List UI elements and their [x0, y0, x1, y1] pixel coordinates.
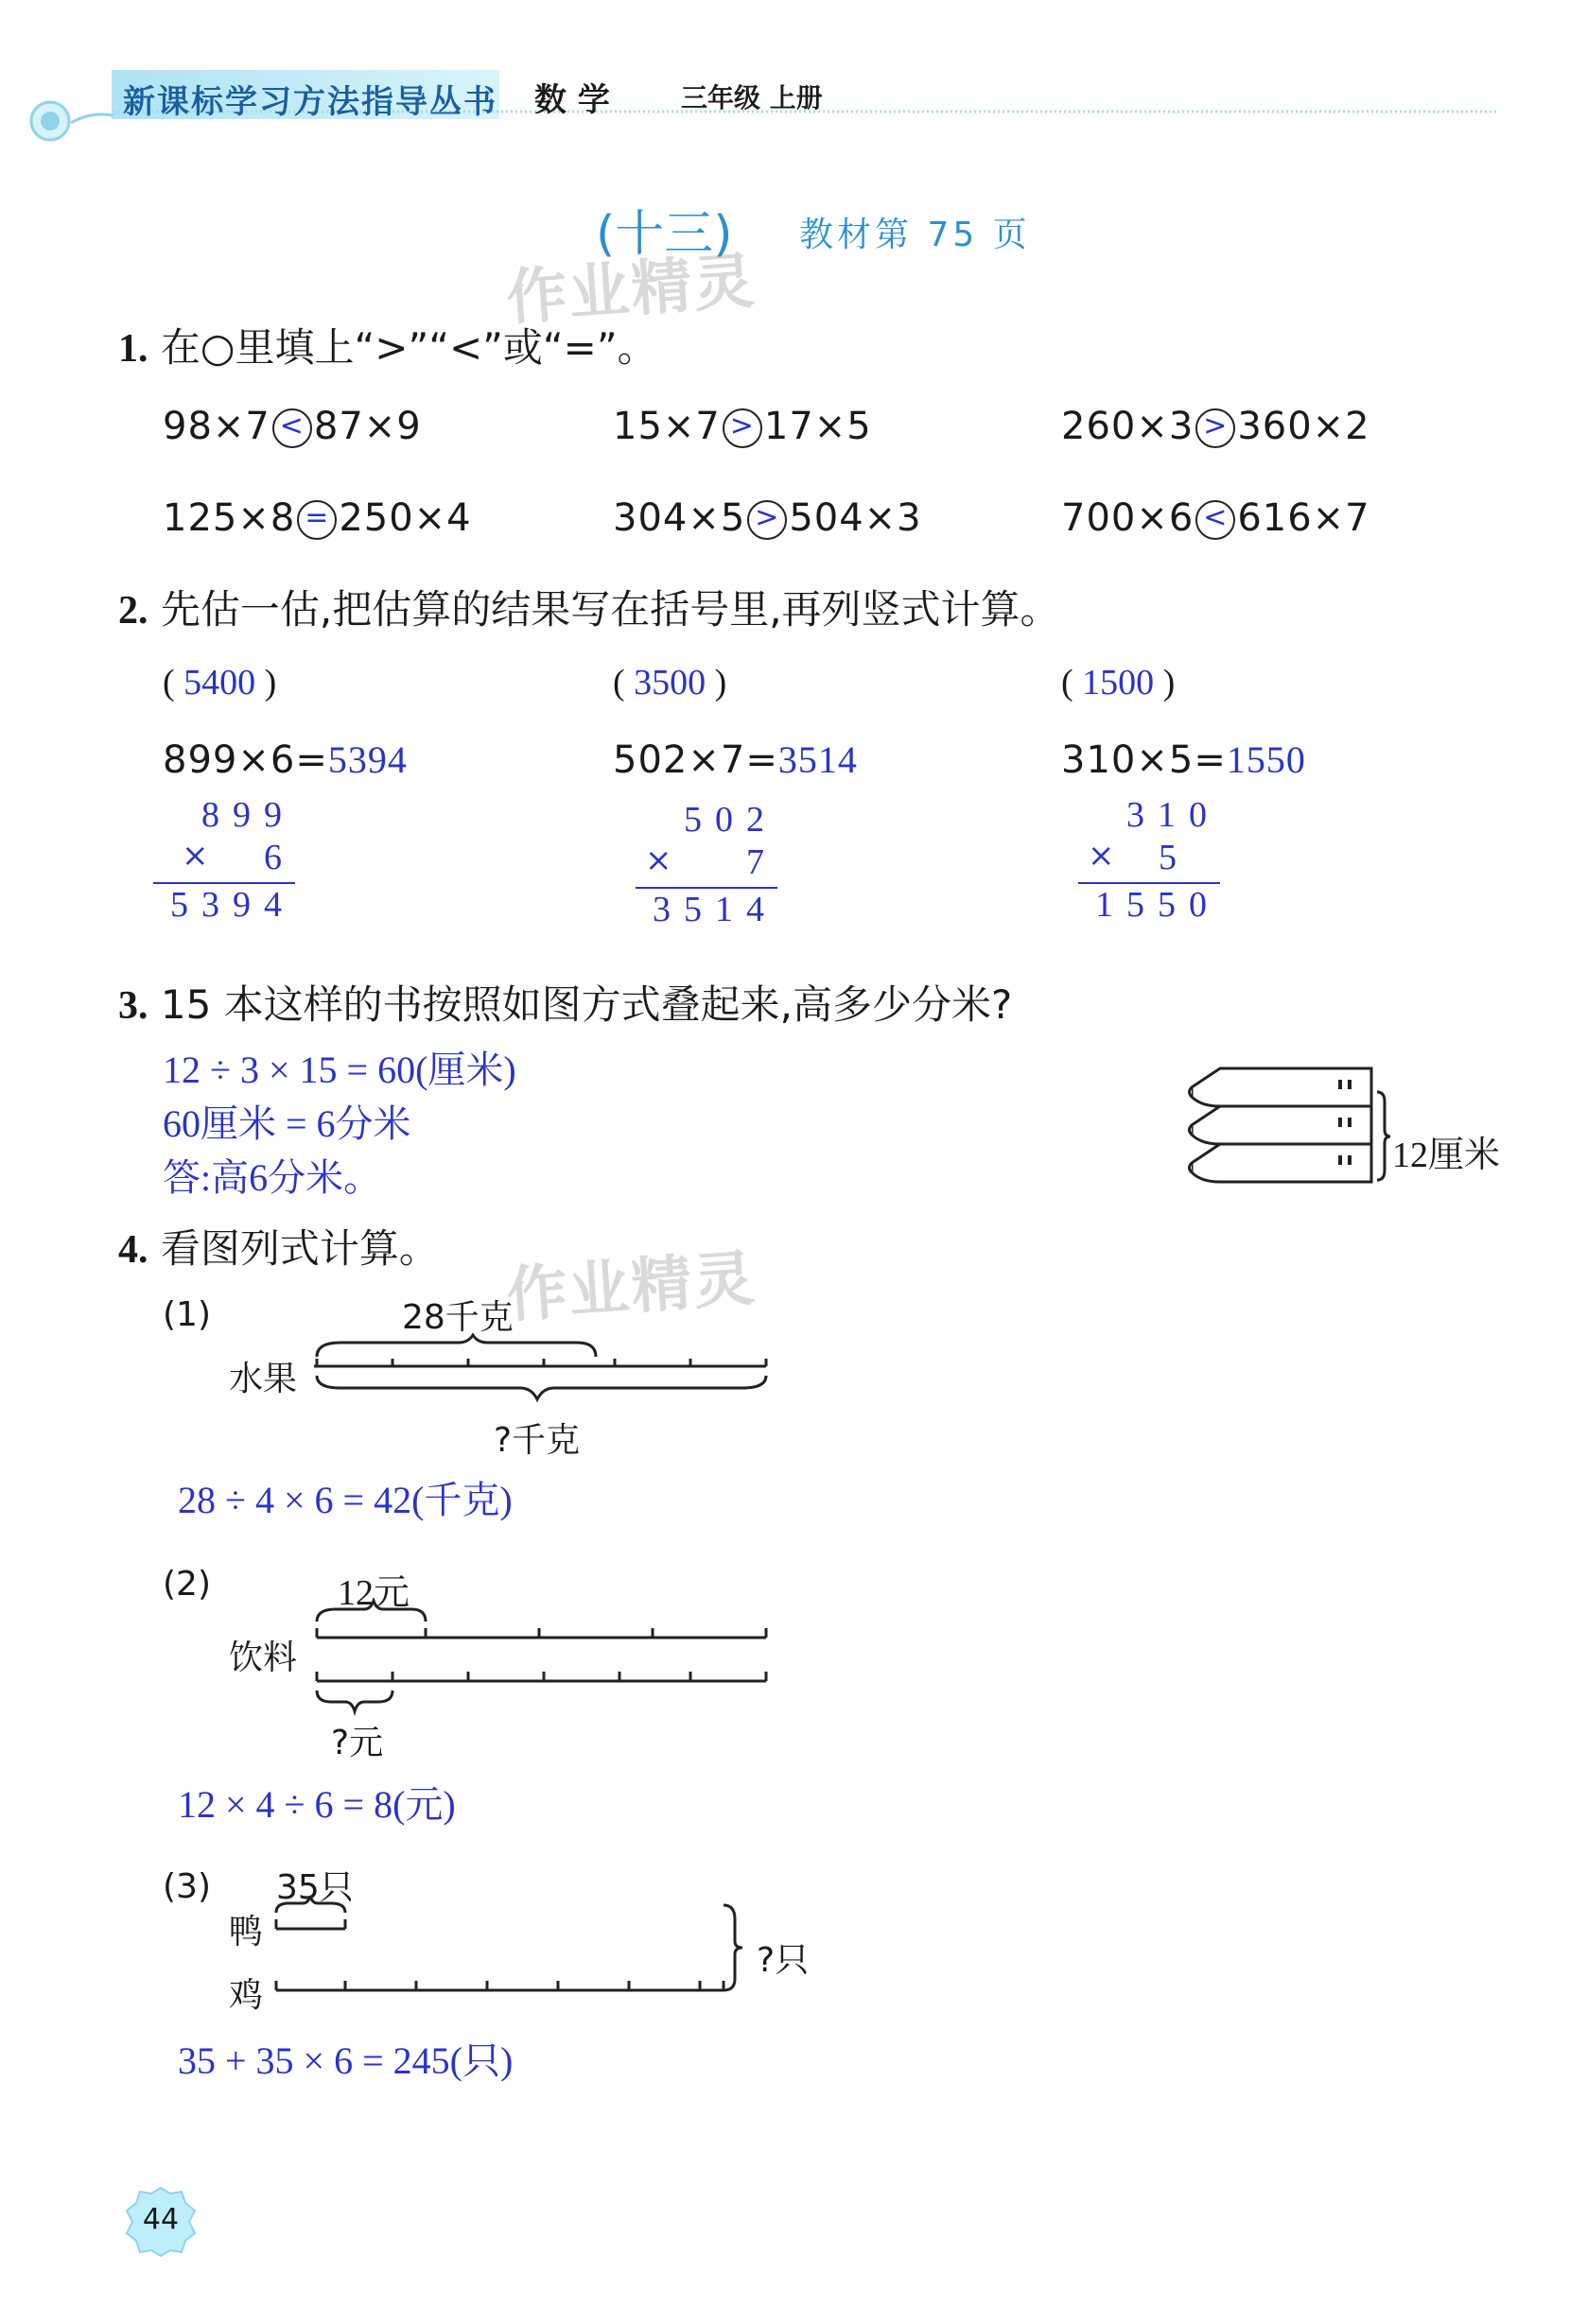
- multiplier: 6: [264, 838, 295, 877]
- times-sign: ×: [645, 841, 672, 879]
- q3-answer-2: 60厘米 = 6分米: [163, 1102, 411, 1145]
- equation-1: 899×6=5394: [163, 738, 408, 782]
- q4-part2-bottom-label: ?元: [331, 1724, 384, 1762]
- textbook-page-ref: 教材第 75 页: [799, 216, 1031, 254]
- q4-title: 4. 看图列式计算。: [118, 1225, 439, 1272]
- equation-2: 502×7=3514: [613, 738, 858, 782]
- q4-part3-row1-label: 鸭: [229, 1913, 264, 1951]
- q1-item: 125×8 = 250×4: [163, 496, 472, 540]
- q4-part3-top-label: 35只: [276, 1868, 354, 1907]
- equation-3: 310×5=1550: [1061, 738, 1306, 782]
- comparison-circle: <: [272, 408, 312, 448]
- q4-part1-row-label: 水果: [229, 1360, 298, 1398]
- q4-part1-num: (1): [163, 1295, 211, 1334]
- vertical-calc-2: [636, 799, 777, 931]
- q1-item: 700×6 < 616×7: [1061, 496, 1370, 540]
- series-title: 新课标学习方法指导丛书: [123, 83, 497, 121]
- q4-part3-diagram: [265, 1896, 757, 2009]
- q4-part1-top-label: 28千克: [402, 1298, 514, 1337]
- estimate-2: ( 3500 ): [613, 663, 727, 702]
- estimate-1: ( 5400 ): [163, 663, 277, 702]
- q1-item: 15×7 > 17×5: [613, 405, 872, 448]
- q4-part1-answer: 28 ÷ 4 × 6 = 42(千克): [178, 1479, 513, 1521]
- book-stack-figure: [1182, 1059, 1390, 1229]
- book-height-label: 12厘米: [1392, 1136, 1501, 1175]
- q3-answer-1: 12 ÷ 3 × 15 = 60(厘米): [163, 1049, 516, 1091]
- q4-part2-diagram: [303, 1598, 776, 1721]
- q4-part3-row2-label: 鸡: [229, 1976, 264, 2015]
- multiplicand: 310: [1126, 795, 1220, 835]
- estimate-3: ( 1500 ): [1061, 663, 1176, 702]
- product: 5394: [170, 885, 295, 925]
- q1-item: 260×3 > 360×2: [1061, 405, 1370, 448]
- q3-title: 3. 15 本这样的书按照如图方式叠起来,高多少分米?: [118, 981, 1013, 1028]
- q1-item: 304×5 > 504×3: [613, 496, 922, 540]
- page-number: 44: [142, 2203, 180, 2236]
- watermark: 作业精灵: [504, 246, 759, 335]
- vertical-calc-1: [153, 794, 295, 927]
- product: 3514: [653, 890, 777, 929]
- comparison-circle: <: [1195, 500, 1235, 540]
- times-sign: ×: [182, 837, 209, 875]
- q2-title: 2. 先估一估,把估算的结果写在括号里,再列竖式计算。: [118, 586, 1060, 633]
- multiplicand: 899: [201, 795, 295, 835]
- vertical-calc-3: [1078, 794, 1220, 927]
- subject-label: 数 学: [534, 81, 610, 119]
- q4-part2-answer: 12 × 4 ÷ 6 = 8(元): [178, 1783, 456, 1826]
- q4-part2-row-label: 饮料: [229, 1639, 298, 1677]
- section-title: (十三): [596, 206, 733, 263]
- q1-title: 1. 在○里填上“>”“<”或“=”。: [118, 324, 657, 371]
- watermark: 作业精灵: [504, 1243, 759, 1332]
- q4-part1-bottom-label: ?千克: [494, 1421, 581, 1460]
- multiplier: 5: [1159, 838, 1190, 877]
- q4-part3-right-label: ?只: [757, 1941, 810, 1980]
- multiplicand: 502: [684, 800, 777, 840]
- comparison-circle: =: [297, 500, 337, 540]
- q1-item: 98×7 < 87×9: [163, 405, 422, 448]
- comparison-circle: >: [747, 500, 787, 540]
- q4-part3-num: (3): [163, 1867, 211, 1906]
- q3-answer-3: 答:高6分米。: [163, 1156, 382, 1199]
- times-sign: ×: [1088, 837, 1115, 875]
- grade-label: 三年级 上册: [681, 82, 823, 113]
- q4-part3-answer: 35 + 35 × 6 = 245(只): [178, 2039, 514, 2082]
- comparison-circle: >: [1195, 408, 1235, 448]
- q4-part2-top-label: 12元: [338, 1573, 410, 1613]
- q4-part1-diagram: [303, 1333, 776, 1409]
- product: 1550: [1095, 885, 1220, 925]
- comparison-circle: >: [723, 408, 762, 448]
- q4-part2-num: (2): [163, 1565, 211, 1604]
- multiplier: 7: [746, 842, 777, 882]
